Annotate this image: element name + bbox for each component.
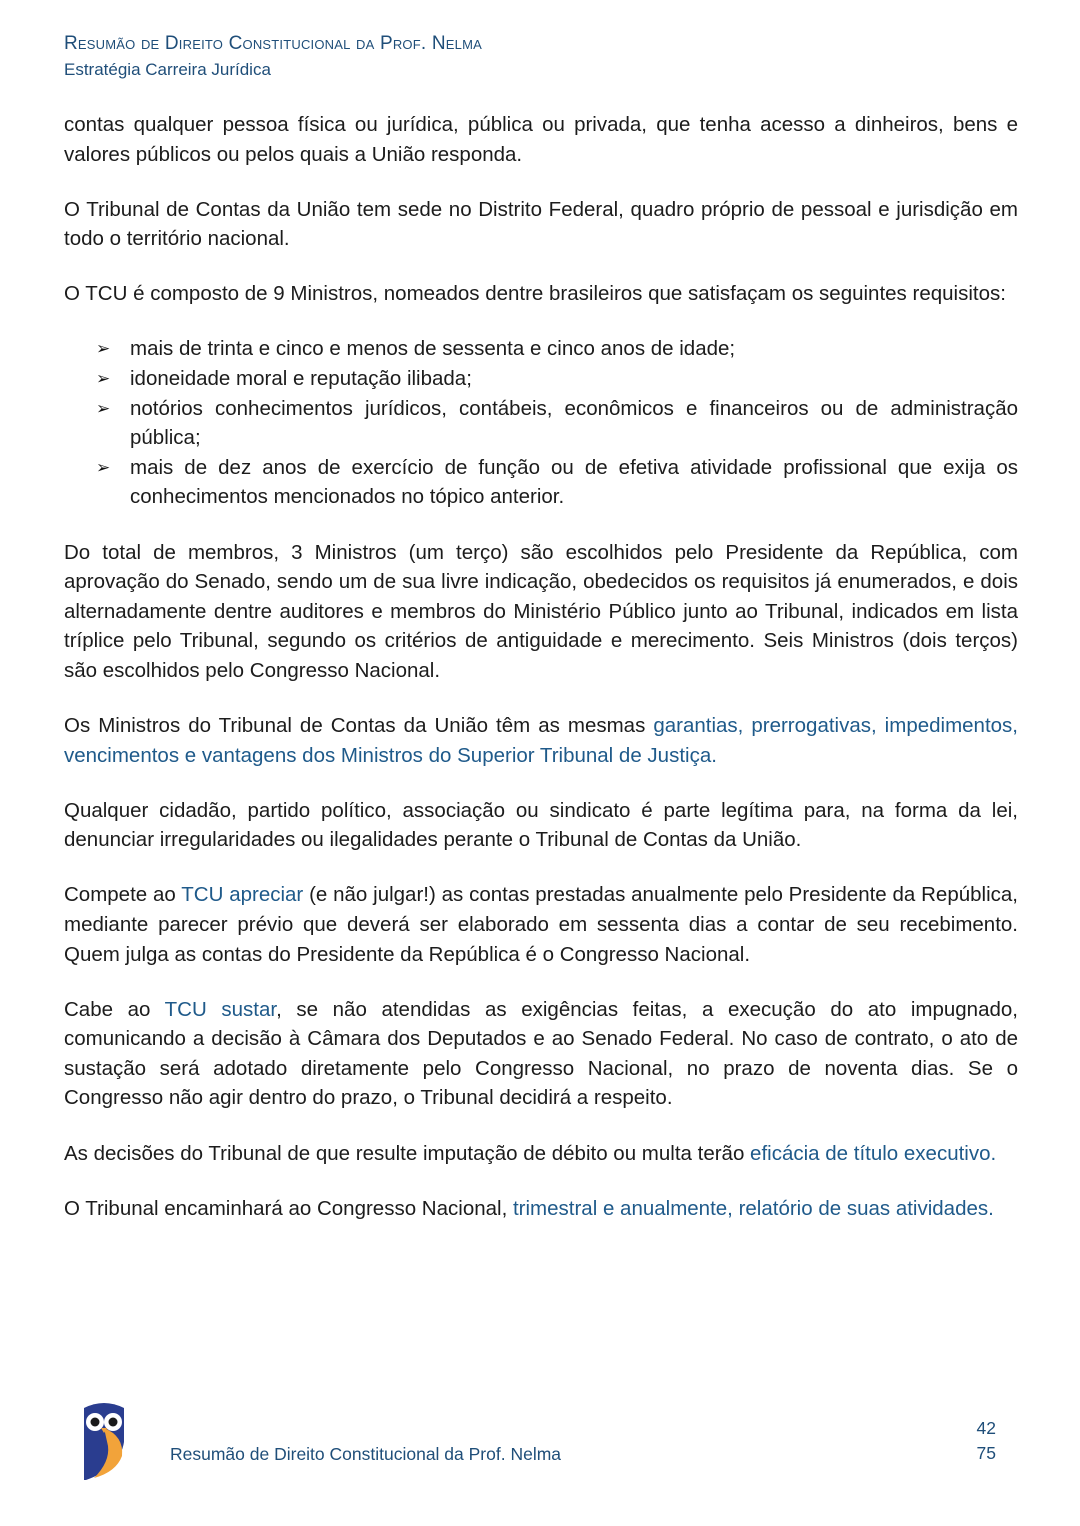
page-number	[977, 1416, 996, 1466]
document-subtitle: Estratégia Carreira Jurídica	[64, 60, 271, 79]
paragraph-8	[64, 995, 1018, 1113]
paragraph-8-text-c: , se não atendidas as exigências feitas, a execução do ato impugnado, comunicando a decisão à Câmara dos Deputados e ao Senado Federal. No caso de contrato, o ato de sustação será adotado diretamente pelo Congresso Nacional, no prazo de noventa dias. Se o Congresso não agir dentro do prazo, o Tribunal decidirá a respeito.	[64, 997, 1018, 1110]
highlight-guarantees: garantias, prerrogativas, impedimentos, vencimentos e vantagens dos Ministros do Superior Tribunal de Justiça.	[64, 714, 1018, 767]
arrow-bullet-icon: ➢	[96, 457, 111, 477]
list-item-text: mais de dez anos de exercício de função ou de efetiva atividade profissional que exija os conhecimentos mencionados no tópico anterior.	[130, 455, 1018, 509]
paragraph-4: Do total de membros, 3 Ministros (um terço) são escolhidos pelo Presidente da República, com aprovação do Senado, sendo um de sua livre indicação, obedecidos os requisitos já enumerados, e dois alternadamente dentre auditores e membros do Ministério Público junto ao Tribunal, indicados em lista tríplice pelo Tribunal, segundo os critérios de antiguidade e merecimento. Seis Ministros (dois terços) são escolhidos pelo Congresso Nacional.	[64, 540, 1018, 682]
arrow-bullet-icon: ➢	[96, 369, 111, 389]
paragraph-7-text-a: Compete ao	[64, 883, 182, 907]
list-item-text: idoneidade moral e reputação ilibada;	[130, 367, 472, 391]
document-title: Resumão de Direito Constitucional da Prof. Nelma	[64, 33, 482, 54]
paragraph-3: O TCU é composto de 9 Ministros, nomeados dentre brasileiros que satisfaçam os seguintes requisitos:	[64, 282, 1006, 306]
paragraph-10	[64, 1194, 1018, 1224]
highlight-tcu-sustar: TCU sustar	[164, 997, 277, 1021]
total-pages: 75	[976, 1443, 996, 1463]
list-item	[96, 334, 1018, 364]
list-item-text: notórios conhecimentos jurídicos, contábeis, econômicos e financeiros ou de administração pública;	[130, 396, 1018, 450]
paragraph-7-text-c: (e não julgar!) as contas prestadas anualmente pelo Presidente da República, mediante parecer prévio que deverá ser elaborado em sessenta dias a contar de seu recebimento. Quem julga as contas do Presidente da República é o Congresso Nacional.	[64, 883, 1018, 966]
current-page: 42	[976, 1418, 996, 1438]
list-item	[96, 364, 1018, 394]
main-content	[64, 110, 1018, 1249]
paragraph-5-text: Os Ministros do Tribunal de Contas da União têm as mesmas	[64, 714, 654, 737]
highlight-relatorio: trimestral e anualmente, relatório de suas atividades.	[512, 1196, 994, 1220]
paragraph-10-text-a: O Tribunal encaminhará ao Congresso Nacional,	[64, 1196, 513, 1220]
paragraph-2: O Tribunal de Contas da União tem sede no Distrito Federal, quadro próprio de pessoal e jurisdição em todo o território nacional.	[64, 197, 1018, 251]
highlight-tcu-apreciar: TCU apreciar	[181, 883, 304, 907]
footer-title: Resumão de Direito Constitucional da Prof. Nelma	[170, 1444, 562, 1464]
page-header	[64, 32, 482, 82]
paragraph-7	[64, 880, 1018, 969]
highlight-eficacia: eficácia de título executivo.	[750, 1141, 997, 1165]
owl-logo-icon	[80, 1398, 128, 1482]
paragraph-1: contas qualquer pessoa física ou jurídica, pública ou privada, que tenha acesso a dinheiros, bens e valores públicos ou pelos quais a União responda.	[64, 113, 1018, 166]
list-item-text: mais de trinta e cinco e menos de sessenta e cinco anos de idade;	[130, 337, 736, 361]
paragraph-5	[64, 711, 1018, 770]
paragraph-8-text-a: Cabe ao	[64, 997, 165, 1021]
list-item	[96, 394, 1018, 453]
paragraph-9	[64, 1139, 1018, 1169]
paragraph-6: Qualquer cidadão, partido político, associação ou sindicato é parte legítima para, na forma da lei, denunciar irregularidades ou ilegalidades perante o Tribunal de Contas da União.	[64, 798, 1018, 852]
arrow-bullet-icon: ➢	[96, 339, 111, 359]
list-item	[96, 453, 1018, 512]
requirements-list	[64, 334, 1018, 512]
arrow-bullet-icon: ➢	[96, 398, 111, 418]
paragraph-9-text-a: As decisões do Tribunal de que resulte imputação de débito ou multa terão	[64, 1141, 751, 1165]
